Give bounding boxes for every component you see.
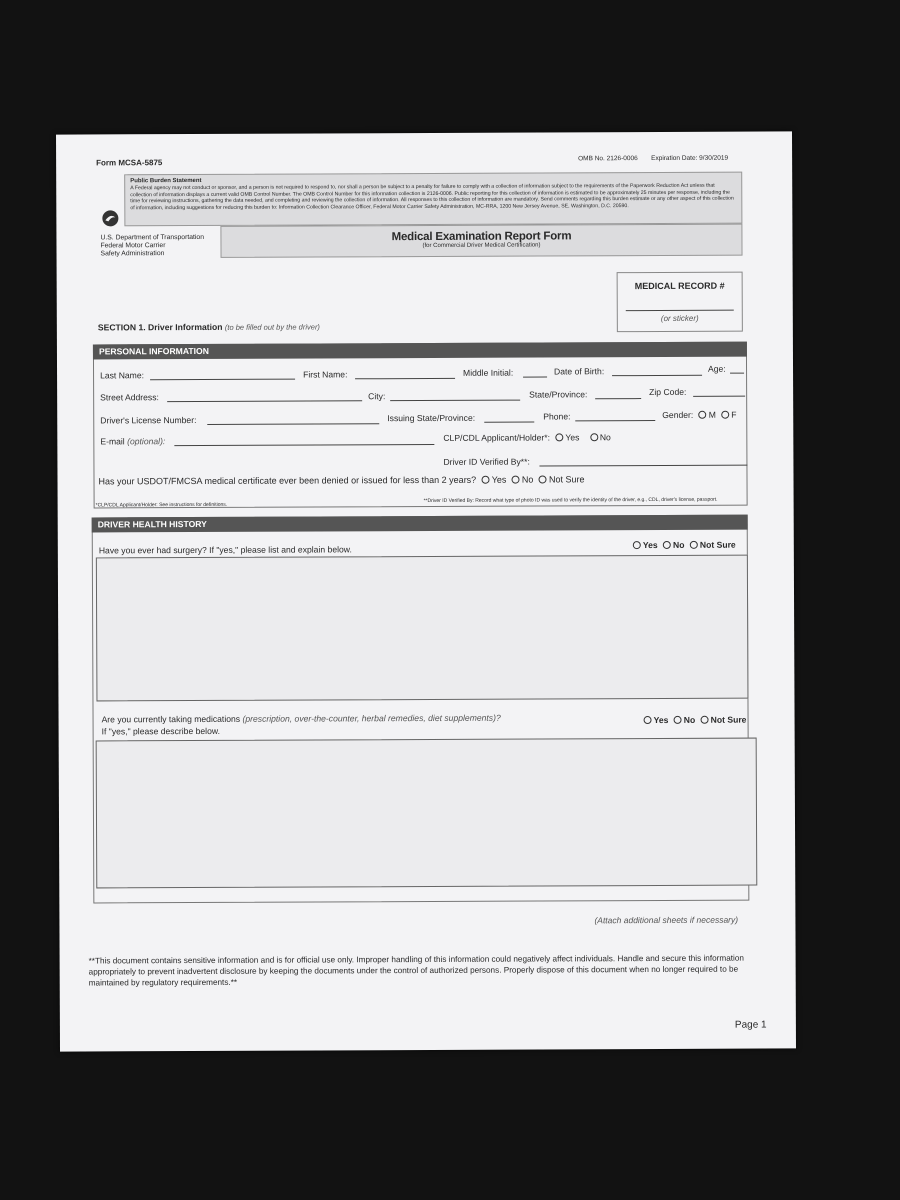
page-number: Page 1 (734, 1019, 767, 1031)
sensitive-notice: **This document contains sensitive information and is for official use only. Improper handling of this information could negatively affect individuals. Handle and secure this information appropriately to prevent inadvertent disclosure by keeping the documents under the control of authorized persons. Properly dispose of this document when no longer required to be maintained by regulatory requirements.** (88, 953, 744, 988)
phone-label: Phone: (543, 411, 571, 422)
personal-info-bar: PERSONAL INFORMATION (93, 342, 747, 360)
footnote-driver-id: **Driver ID Verified By: Record what type of photo ID was used to verify the identity of the driver, e.g., CDL, driver's license, passport. (423, 496, 718, 505)
title-box (220, 224, 742, 258)
surgery-not-sure-radio[interactable] (690, 541, 698, 549)
burden-statement (124, 172, 742, 227)
middle-initial-label: Middle Initial: (463, 367, 514, 378)
surgery-no-radio[interactable] (663, 541, 671, 549)
dob-label: Date of Birth: (554, 366, 605, 377)
agency-block (100, 234, 204, 258)
denied-no-radio[interactable] (512, 476, 520, 484)
medications-no-radio[interactable] (674, 716, 682, 724)
expiration-date: Expiration Date: 9/30/2019 (651, 154, 729, 163)
dot-logo-icon (102, 210, 118, 226)
form-subtitle: (for Commercial Driver Medical Certification) (422, 242, 541, 250)
denied-question: Has your USDOT/FMCSA medical certificate ever been denied or issued for less than 2 years? Yes No Not Sure (98, 474, 585, 487)
license-label: Driver's License Number: (100, 415, 197, 426)
surgery-yes-radio[interactable] (633, 541, 641, 549)
denied-yes-radio[interactable] (482, 476, 490, 484)
gender-m-radio[interactable] (699, 411, 707, 419)
medical-record-box[interactable] (617, 272, 743, 333)
gender-f-radio[interactable] (721, 411, 729, 419)
omb-number: OMB No. 2126-0006 (578, 155, 638, 163)
medications-yes-radio[interactable] (644, 716, 652, 724)
last-name-label: Last Name: (100, 370, 145, 381)
driver-id-label: Driver ID Verified By**: (443, 456, 530, 467)
burden-text: A Federal agency may not conduct or sponsor, and a person is not required to respond to, nor shall a person be subject to a penalty for failure to comply with a collection of information subject to the requirements of the Paperwork Reduction Act unless that collection of information displays a current valid OMB Control Number. The OMB Control Number for this information collection is 2126-0006. Public reporting for this collection of information is estimated to be approximately 25 minutes per response, including the time for reviewing instructions, gathering the data needed, and completing and reviewing the collection of information. All responses to this collection of information are mandatory. Send comments regarding this burden estimate or any other aspect of this collection of information, including suggestions for reducing this burden to: Information Collection Clearance Officer, Federal Motor Carrier Safety Administration, MC-RRA, 1200 New Jersey Avenue, SE, Washington, D.C. 20590. (130, 182, 734, 212)
surgery-textbox[interactable] (96, 555, 749, 702)
medications-not-sure-radio[interactable] (701, 716, 709, 724)
email-label: E-mail (optional): (100, 436, 166, 447)
middle-initial-field[interactable] (523, 376, 547, 377)
medications-question-2: If "yes," please describe below. (101, 725, 221, 737)
sticker-note: (or sticker) (660, 313, 699, 323)
first-name-label: First Name: (303, 369, 348, 380)
state-label: State/Province: (529, 389, 588, 400)
clp-yes-radio[interactable] (555, 433, 563, 441)
burden-title: Public Burden Statement (130, 177, 202, 185)
issuing-state-field[interactable] (484, 422, 534, 423)
street-label: Street Address: (100, 392, 159, 403)
medical-record-label: MEDICAL RECORD # (634, 280, 725, 292)
form-title: Medical Examination Report Form (391, 230, 572, 244)
medications-question: Are you currently taking medications (prescription, over-the-counter, herbal remedies, diet supplements)? (101, 712, 501, 725)
section1-title: SECTION 1. Driver Information (to be filled out by the driver) (97, 321, 320, 333)
health-history-bar: DRIVER HEALTH HISTORY (92, 515, 748, 533)
medications-textbox[interactable] (96, 738, 758, 889)
agency-line3: Safety Administration (100, 250, 165, 258)
agency-line1: U.S. Department of Transportation (100, 233, 204, 242)
issuing-state-label: Issuing State/Province: (387, 412, 476, 424)
form-number: Form MCSA-5875 (96, 158, 163, 168)
age-field[interactable] (730, 373, 744, 374)
city-label: City: (368, 391, 386, 402)
footnote-clp: *CLP/CDL Applicant/Holder: See instructions for definitions. (95, 501, 228, 509)
surgery-options: Yes No Not Sure (630, 540, 736, 550)
clp-no-radio[interactable] (590, 433, 598, 441)
agency-line2: Federal Motor Carrier (100, 242, 166, 250)
state-field[interactable] (595, 398, 641, 399)
gender-label: Gender: M F (662, 409, 737, 420)
medications-options: Yes No Not Sure (641, 715, 747, 725)
surgery-question: Have you ever had surgery? If "yes," please list and explain below. (98, 544, 352, 556)
clp-label: CLP/CDL Applicant/Holder*: Yes No (443, 432, 611, 443)
form-page (56, 131, 796, 1051)
denied-not-sure-radio[interactable] (539, 475, 547, 483)
age-label: Age: (708, 363, 726, 374)
zip-label: Zip Code: (649, 386, 687, 398)
attach-note: (Attach additional sheets if necessary) (594, 914, 739, 926)
